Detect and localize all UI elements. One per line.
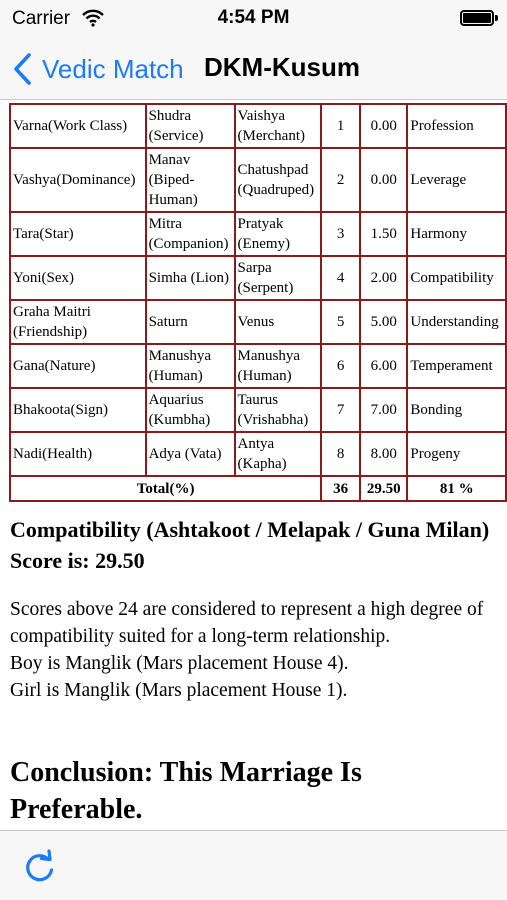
koota-cell: Yoni(Sex) <box>10 256 146 300</box>
girl-cell: Chatushpad (Quadruped) <box>235 148 322 212</box>
score-cell: 6.00 <box>360 344 407 388</box>
score-cell: 5.00 <box>360 300 407 344</box>
koota-cell: Varna(Work Class) <box>10 104 146 148</box>
carrier-label: Carrier <box>12 8 71 29</box>
score-explanation: Scores above 24 are considered to represent a high degree of compatibility suited for a long-term relationship. <box>10 599 484 647</box>
refresh-icon[interactable] <box>22 849 58 885</box>
navigation-bar <box>0 38 507 100</box>
max-points-cell: 5 <box>321 300 360 344</box>
table-total-row <box>10 476 506 501</box>
max-points-cell: 2 <box>321 148 360 212</box>
status-bar <box>0 0 507 38</box>
area-cell: Temperament <box>407 344 506 388</box>
koota-cell: Nadi(Health) <box>10 432 146 476</box>
koota-cell: Vashya(Dominance) <box>10 148 146 212</box>
area-cell: Bonding <box>407 388 506 432</box>
girl-cell: Manushya (Human) <box>235 344 322 388</box>
score-cell: 0.00 <box>360 148 407 212</box>
koota-cell: Tara(Star) <box>10 212 146 256</box>
table-row <box>10 388 506 432</box>
score-cell: 1.50 <box>360 212 407 256</box>
clock-label: 4:54 PM <box>217 7 290 28</box>
area-cell: Compatibility <box>407 256 506 300</box>
boy-cell: Saturn <box>146 300 235 344</box>
max-points-cell: 3 <box>321 212 360 256</box>
area-cell: Leverage <box>407 148 506 212</box>
koota-cell: Gana(Nature) <box>10 344 146 388</box>
girl-cell: Venus <box>235 300 322 344</box>
area-cell: Progeny <box>407 432 506 476</box>
total-max: 36 <box>321 476 360 501</box>
boy-cell: Shudra (Service) <box>146 104 235 148</box>
table-row <box>10 148 506 212</box>
girl-cell: Pratyak (Enemy) <box>235 212 322 256</box>
boy-manglik-status: Boy is Manglik (Mars placement House 4). <box>10 653 349 674</box>
chevron-left-icon <box>12 52 32 86</box>
girl-manglik-status: Girl is Manglik (Mars placement House 1). <box>10 680 348 701</box>
max-points-cell: 1 <box>321 104 360 148</box>
girl-cell: Vaishya (Merchant) <box>235 104 322 148</box>
score-cell: 8.00 <box>360 432 407 476</box>
table-row <box>10 104 506 148</box>
battery-icon <box>460 10 494 26</box>
score-heading: Compatibility (Ashtakoot / Melapak / Guna Milan) Score is: 29.50 <box>10 517 490 573</box>
bottom-toolbar <box>0 830 507 900</box>
koota-cell: Bhakoota(Sign) <box>10 388 146 432</box>
total-percent: 81 % <box>407 476 506 501</box>
max-points-cell: 6 <box>321 344 360 388</box>
score-cell: 7.00 <box>360 388 407 432</box>
back-button-label: Vedic Match <box>42 53 184 84</box>
girl-cell: Taurus (Vrishabha) <box>235 388 322 432</box>
report-content[interactable] <box>0 100 507 830</box>
table-row <box>10 344 506 388</box>
table-row <box>10 212 506 256</box>
total-score: 29.50 <box>360 476 407 501</box>
table-row <box>10 256 506 300</box>
table-row <box>10 432 506 476</box>
max-points-cell: 7 <box>321 388 360 432</box>
total-label: Total(%) <box>10 476 321 501</box>
girl-cell: Sarpa (Serpent) <box>235 256 322 300</box>
max-points-cell: 8 <box>321 432 360 476</box>
back-button[interactable] <box>12 50 184 88</box>
table-row <box>10 300 506 344</box>
conclusion-heading: Conclusion: This Marriage Is Preferable. <box>10 757 362 825</box>
page-title: DKM-Kusum <box>204 52 360 82</box>
boy-cell: Mitra (Companion) <box>146 212 235 256</box>
koota-cell: Graha Maitri (Friendship) <box>10 300 146 344</box>
boy-cell: Adya (Vata) <box>146 432 235 476</box>
area-cell: Harmony <box>407 212 506 256</box>
guna-milan-table <box>9 103 507 502</box>
boy-cell: Manushya (Human) <box>146 344 235 388</box>
area-cell: Understanding <box>407 300 506 344</box>
score-cell: 2.00 <box>360 256 407 300</box>
score-cell: 0.00 <box>360 104 407 148</box>
area-cell: Profession <box>407 104 506 148</box>
max-points-cell: 4 <box>321 256 360 300</box>
boy-cell: Manav (Biped-Human) <box>146 148 235 212</box>
girl-cell: Antya (Kapha) <box>235 432 322 476</box>
boy-cell: Simha (Lion) <box>146 256 235 300</box>
boy-cell: Aquarius (Kumbha) <box>146 388 235 432</box>
score-description <box>10 596 500 704</box>
